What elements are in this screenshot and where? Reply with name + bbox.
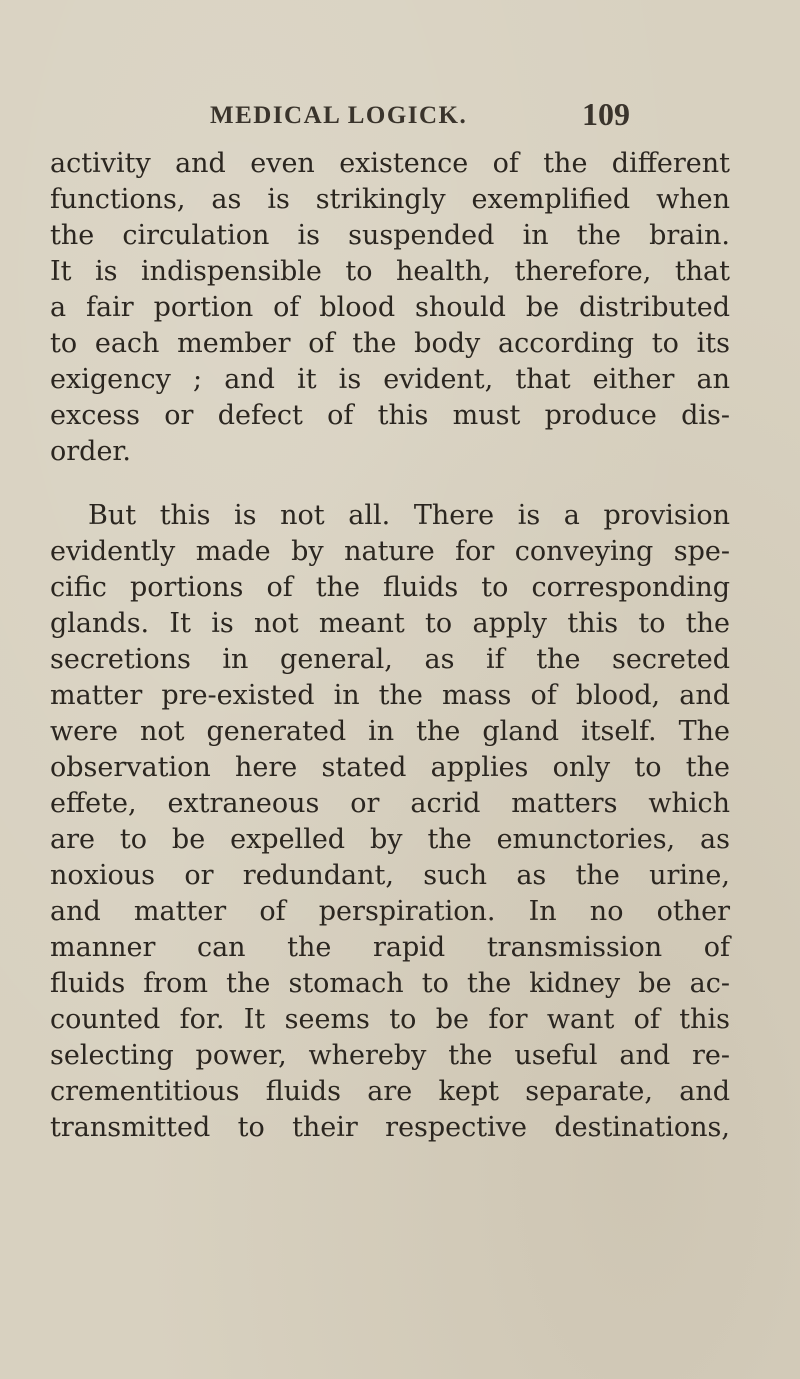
- text-line: It is indispensible to health, therefore, that: [50, 256, 730, 287]
- text-line: activity and even existence of the different: [50, 148, 730, 179]
- page-number: 109: [582, 96, 630, 132]
- running-head: [210, 96, 640, 140]
- text-line: effete, extraneous or acrid matters which: [50, 788, 730, 819]
- text-line: functions, as is strikingly exemplified when: [50, 184, 730, 215]
- text-line: transmitted to their respective destinations,: [50, 1112, 730, 1143]
- paragraph-1: [50, 146, 730, 470]
- text-line: fluids from the stomach to the kidney be ac-: [50, 968, 730, 999]
- text-line: and matter of perspiration. In no other: [50, 896, 730, 927]
- text-line: matter pre-existed in the mass of blood, and: [50, 680, 730, 711]
- text-line: exigency ; and it is evident, that either an: [50, 364, 730, 395]
- text-line: counted for. It seems to be for want of this: [50, 1004, 730, 1035]
- text-line: observation here stated applies only to the: [50, 752, 730, 783]
- text-line: order.: [50, 436, 131, 467]
- text-line: the circulation is suspended in the brain.: [50, 220, 730, 251]
- text-line: manner can the rapid transmission of: [50, 932, 730, 963]
- text-line: selecting power, whereby the useful and re-: [50, 1040, 730, 1071]
- text-line: noxious or redundant, such as the urine,: [50, 860, 730, 891]
- text-line: excess or defect of this must produce dis-: [50, 400, 730, 431]
- text-line: evidently made by nature for conveying spe-: [50, 536, 730, 567]
- running-title: MEDICAL LOGICK.: [210, 102, 468, 129]
- text-line: a fair portion of blood should be distributed: [50, 292, 730, 323]
- paragraph-2: [50, 498, 730, 1146]
- text-line: crementitious fluids are kept separate, and: [50, 1076, 730, 1107]
- text-line: glands. It is not meant to apply this to the: [50, 608, 730, 639]
- text-line: are to be expelled by the emunctories, as: [50, 824, 730, 855]
- text-line: cific portions of the fluids to corresponding: [50, 572, 730, 603]
- text-line: secretions in general, as if the secreted: [50, 644, 730, 675]
- text-line: were not generated in the gland itself. The: [50, 716, 730, 747]
- text-line: But this is not all. There is a provision: [88, 500, 730, 531]
- text-line: to each member of the body according to its: [50, 328, 730, 359]
